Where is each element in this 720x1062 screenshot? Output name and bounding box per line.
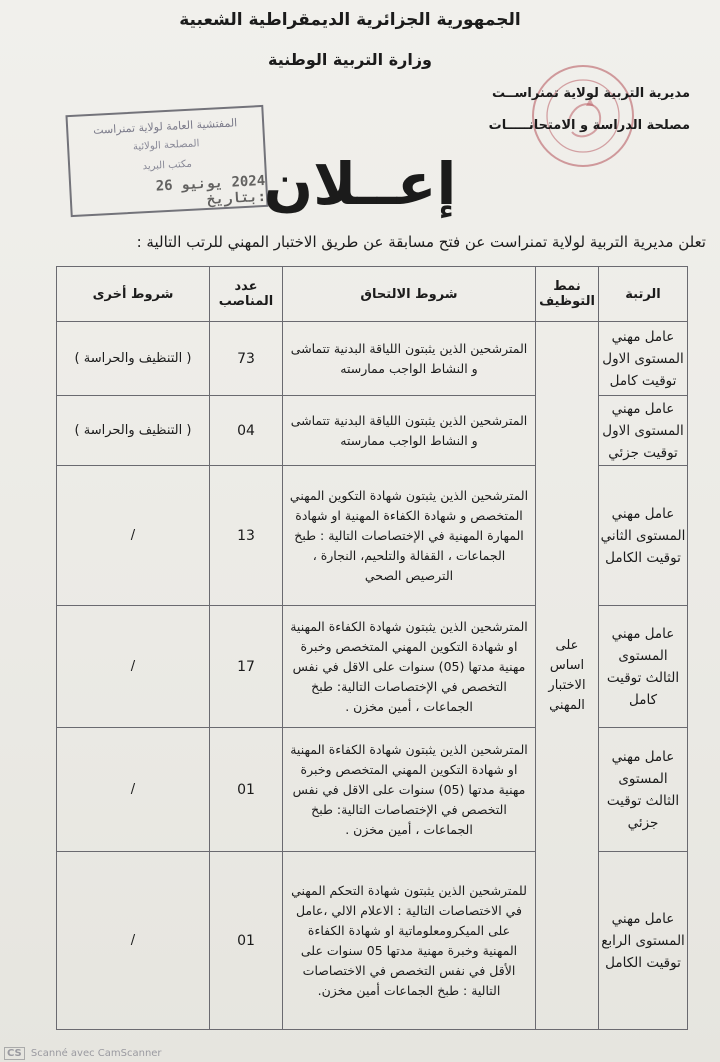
other-cell: /	[57, 728, 210, 852]
header-other: شروط أخرى	[57, 267, 210, 322]
other-cell: /	[57, 606, 210, 728]
rank-cell: عامل مهني المستوى الثاني توقيت الكامل	[599, 466, 688, 606]
stamp-line-1: المفتشية العامة لولاية تمنراست	[92, 116, 238, 137]
other-cell: ( التنظيف والحراسة )	[57, 322, 210, 396]
republic-heading: الجمهورية الجزائرية الديمقراطية الشعبية	[179, 10, 521, 30]
mode-cell: على اساس الاختبار المهني	[536, 322, 599, 1030]
header-count: عدد المناصب	[210, 267, 283, 322]
service-line: مصلحة الدراسة و الامتحانـــــات	[488, 118, 690, 133]
positions-table	[56, 266, 688, 1030]
other-cell: ( التنظيف والحراسة )	[57, 396, 210, 466]
conditions-cell: المترشحين الذين يثبتون شهادة الكفاءة المهنية او شهادة التكوين المهني المتخصص وخبرة مهنية مدتها (05) سنوات على الاقل في نفس التخصص في الإختصاصات التالية: طبخ الجماعات ، أمين مخزن .	[283, 728, 536, 852]
rank-cell: عامل مهني المستوى الاول توقيت كامل	[599, 322, 688, 396]
count-cell: 04	[210, 396, 283, 466]
conditions-cell: المترشحين الذين يثبتون شهادة التكوين المهني المتخصص و شهادة الكفاءة المهنية او شهادة المهارة المهنية في الإختصاصات التالية : طبخ الجماعات ، القفالة والتلحيم، النجارة ، الترصيص الصحي	[283, 466, 536, 606]
rank-cell: عامل مهني المستوى الثالث توقيت كامل	[599, 606, 688, 728]
table-header-row	[57, 267, 688, 322]
conditions-cell: للمترشحين الذين يثبتون شهادة التحكم المهني في الاختصاصات التالية : الاعلام الالي ،عامل على الميكرومعلوماتية او شهادة الكفاءة المهنية وخبرة مهنية مدتها 05 سنوات على الأقل في نفس التخصص في الاختصاصات التالية : طبخ الجماعات أمين مخزن.	[283, 852, 536, 1030]
count-cell: 01	[210, 728, 283, 852]
scanner-watermark	[4, 1047, 162, 1060]
header-mode: نمط التوظيف	[536, 267, 599, 322]
count-cell: 13	[210, 466, 283, 606]
other-cell: /	[57, 466, 210, 606]
header-conditions: شروط الالتحاق	[283, 267, 536, 322]
conditions-cell: المترشحين الذين يثبتون شهادة الكفاءة المهنية او شهادة التكوين المهني المتخصص وخبرة مهنية مدتها (05) سنوات على الاقل في نفس التخصص في الإختصاصات التالية: طبخ الجماعات ، أمين مخزن .	[283, 606, 536, 728]
announcement-intro: تعلن مديرية التربية لولاية تمنراست عن فتح مسابقة عن طريق الاختبار المهني للرتب التالية :	[136, 233, 706, 251]
announcement-title: إعــلان	[263, 150, 457, 218]
reception-stamp	[65, 105, 268, 217]
camscanner-badge-icon: CS	[4, 1047, 25, 1060]
count-cell: 01	[210, 852, 283, 1030]
rank-cell: عامل مهني المستوى الاول توقيت جزئي	[599, 396, 688, 466]
rank-cell: عامل مهني المستوى الرابع توقيت الكامل	[599, 852, 688, 1030]
stamp-line-3: مكتب البريد	[142, 158, 193, 173]
conditions-cell: المترشحين الذين يثبتون اللياقة البدنية تتماشى و النشاط الواجب ممارسته	[283, 322, 536, 396]
other-cell: /	[57, 852, 210, 1030]
table-row	[57, 322, 688, 396]
directorate-line: مديرية التربية لولاية تمنراســت	[491, 86, 690, 101]
stamp-date: 2024 يونيو 26 :بتاريخ	[155, 172, 267, 208]
rank-cell: عامل مهني المستوى الثالث توقيت جزئي	[599, 728, 688, 852]
stamp-line-2: المصلحة الولائية	[132, 138, 200, 153]
count-cell: 73	[210, 322, 283, 396]
ministry-heading: وزارة التربية الوطنية	[267, 50, 432, 69]
count-cell: 17	[210, 606, 283, 728]
scanner-watermark-text: Scanné avec CamScanner	[30, 1048, 162, 1059]
header-rank: الرتبة	[599, 267, 688, 322]
conditions-cell: المترشحين الذين يثبتون اللياقة البدنية تتماشى و النشاط الواجب ممارسته	[283, 396, 536, 466]
